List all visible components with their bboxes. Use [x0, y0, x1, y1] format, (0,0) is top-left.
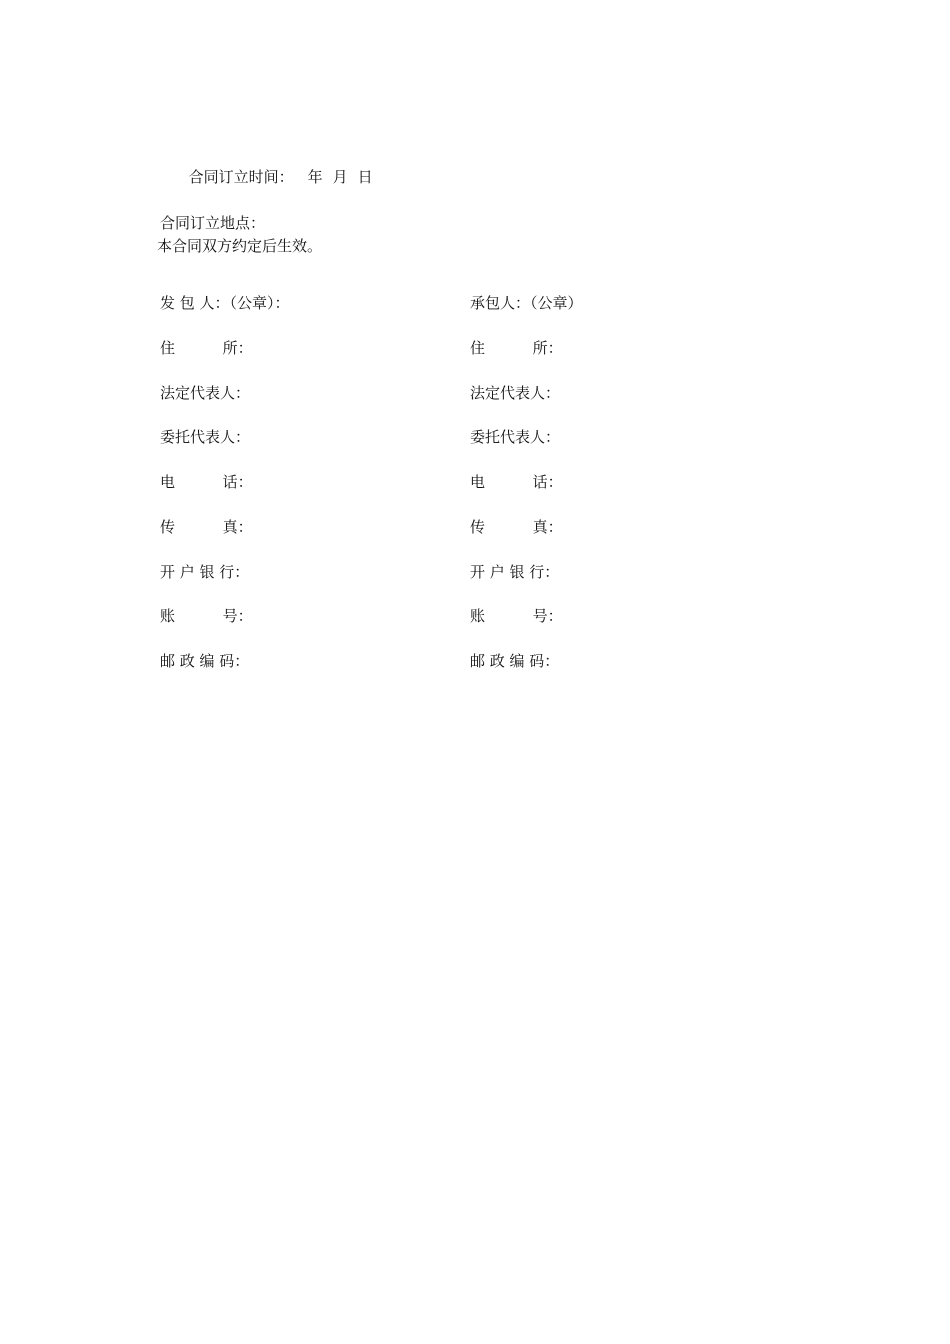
contractor-phone-label: 电 话：	[470, 473, 563, 491]
contractor-agent-label: 委托代表人：	[470, 428, 561, 447]
signing-place-label: 合同订立地点：	[160, 214, 266, 232]
date-year: 年	[307, 168, 323, 186]
employer-legal-rep-label: 法定代表人：	[160, 383, 251, 402]
employer-agent-label: 委托代表人：	[160, 428, 251, 447]
employer-address-label: 住 所：	[160, 338, 253, 357]
signing-time-label: 合同订立时间：	[188, 168, 294, 186]
contractor-fax-label: 传 真：	[470, 517, 563, 536]
employer-fax-label: 传 真：	[160, 517, 253, 536]
contractor-title: 承包人：（公章）	[470, 294, 583, 312]
contractor-account-label: 账 号：	[470, 607, 563, 626]
employer-postcode-label: 邮 政 编 码：	[160, 652, 250, 670]
employer-phone-label: 电 话：	[160, 473, 253, 491]
date-day: 日	[357, 168, 373, 186]
employer-block	[160, 292, 460, 695]
contractor-block	[470, 292, 770, 695]
date-month: 月	[332, 168, 348, 186]
signing-time-row	[160, 143, 373, 212]
employer-title: 发 包 人：（公章）：	[160, 294, 290, 312]
contractor-legal-rep-label: 法定代表人：	[470, 383, 561, 402]
contractor-address-label: 住 所：	[470, 338, 563, 357]
employer-account-label: 账 号：	[160, 607, 253, 626]
contractor-bank-label: 开 户 银 行：	[470, 562, 560, 581]
effective-note: 本合同双方约定后生效。	[157, 237, 323, 255]
contract-header	[157, 143, 373, 258]
contractor-postcode-label: 邮 政 编 码：	[470, 652, 560, 670]
employer-bank-label: 开 户 银 行：	[160, 562, 250, 581]
signing-date	[294, 168, 373, 186]
